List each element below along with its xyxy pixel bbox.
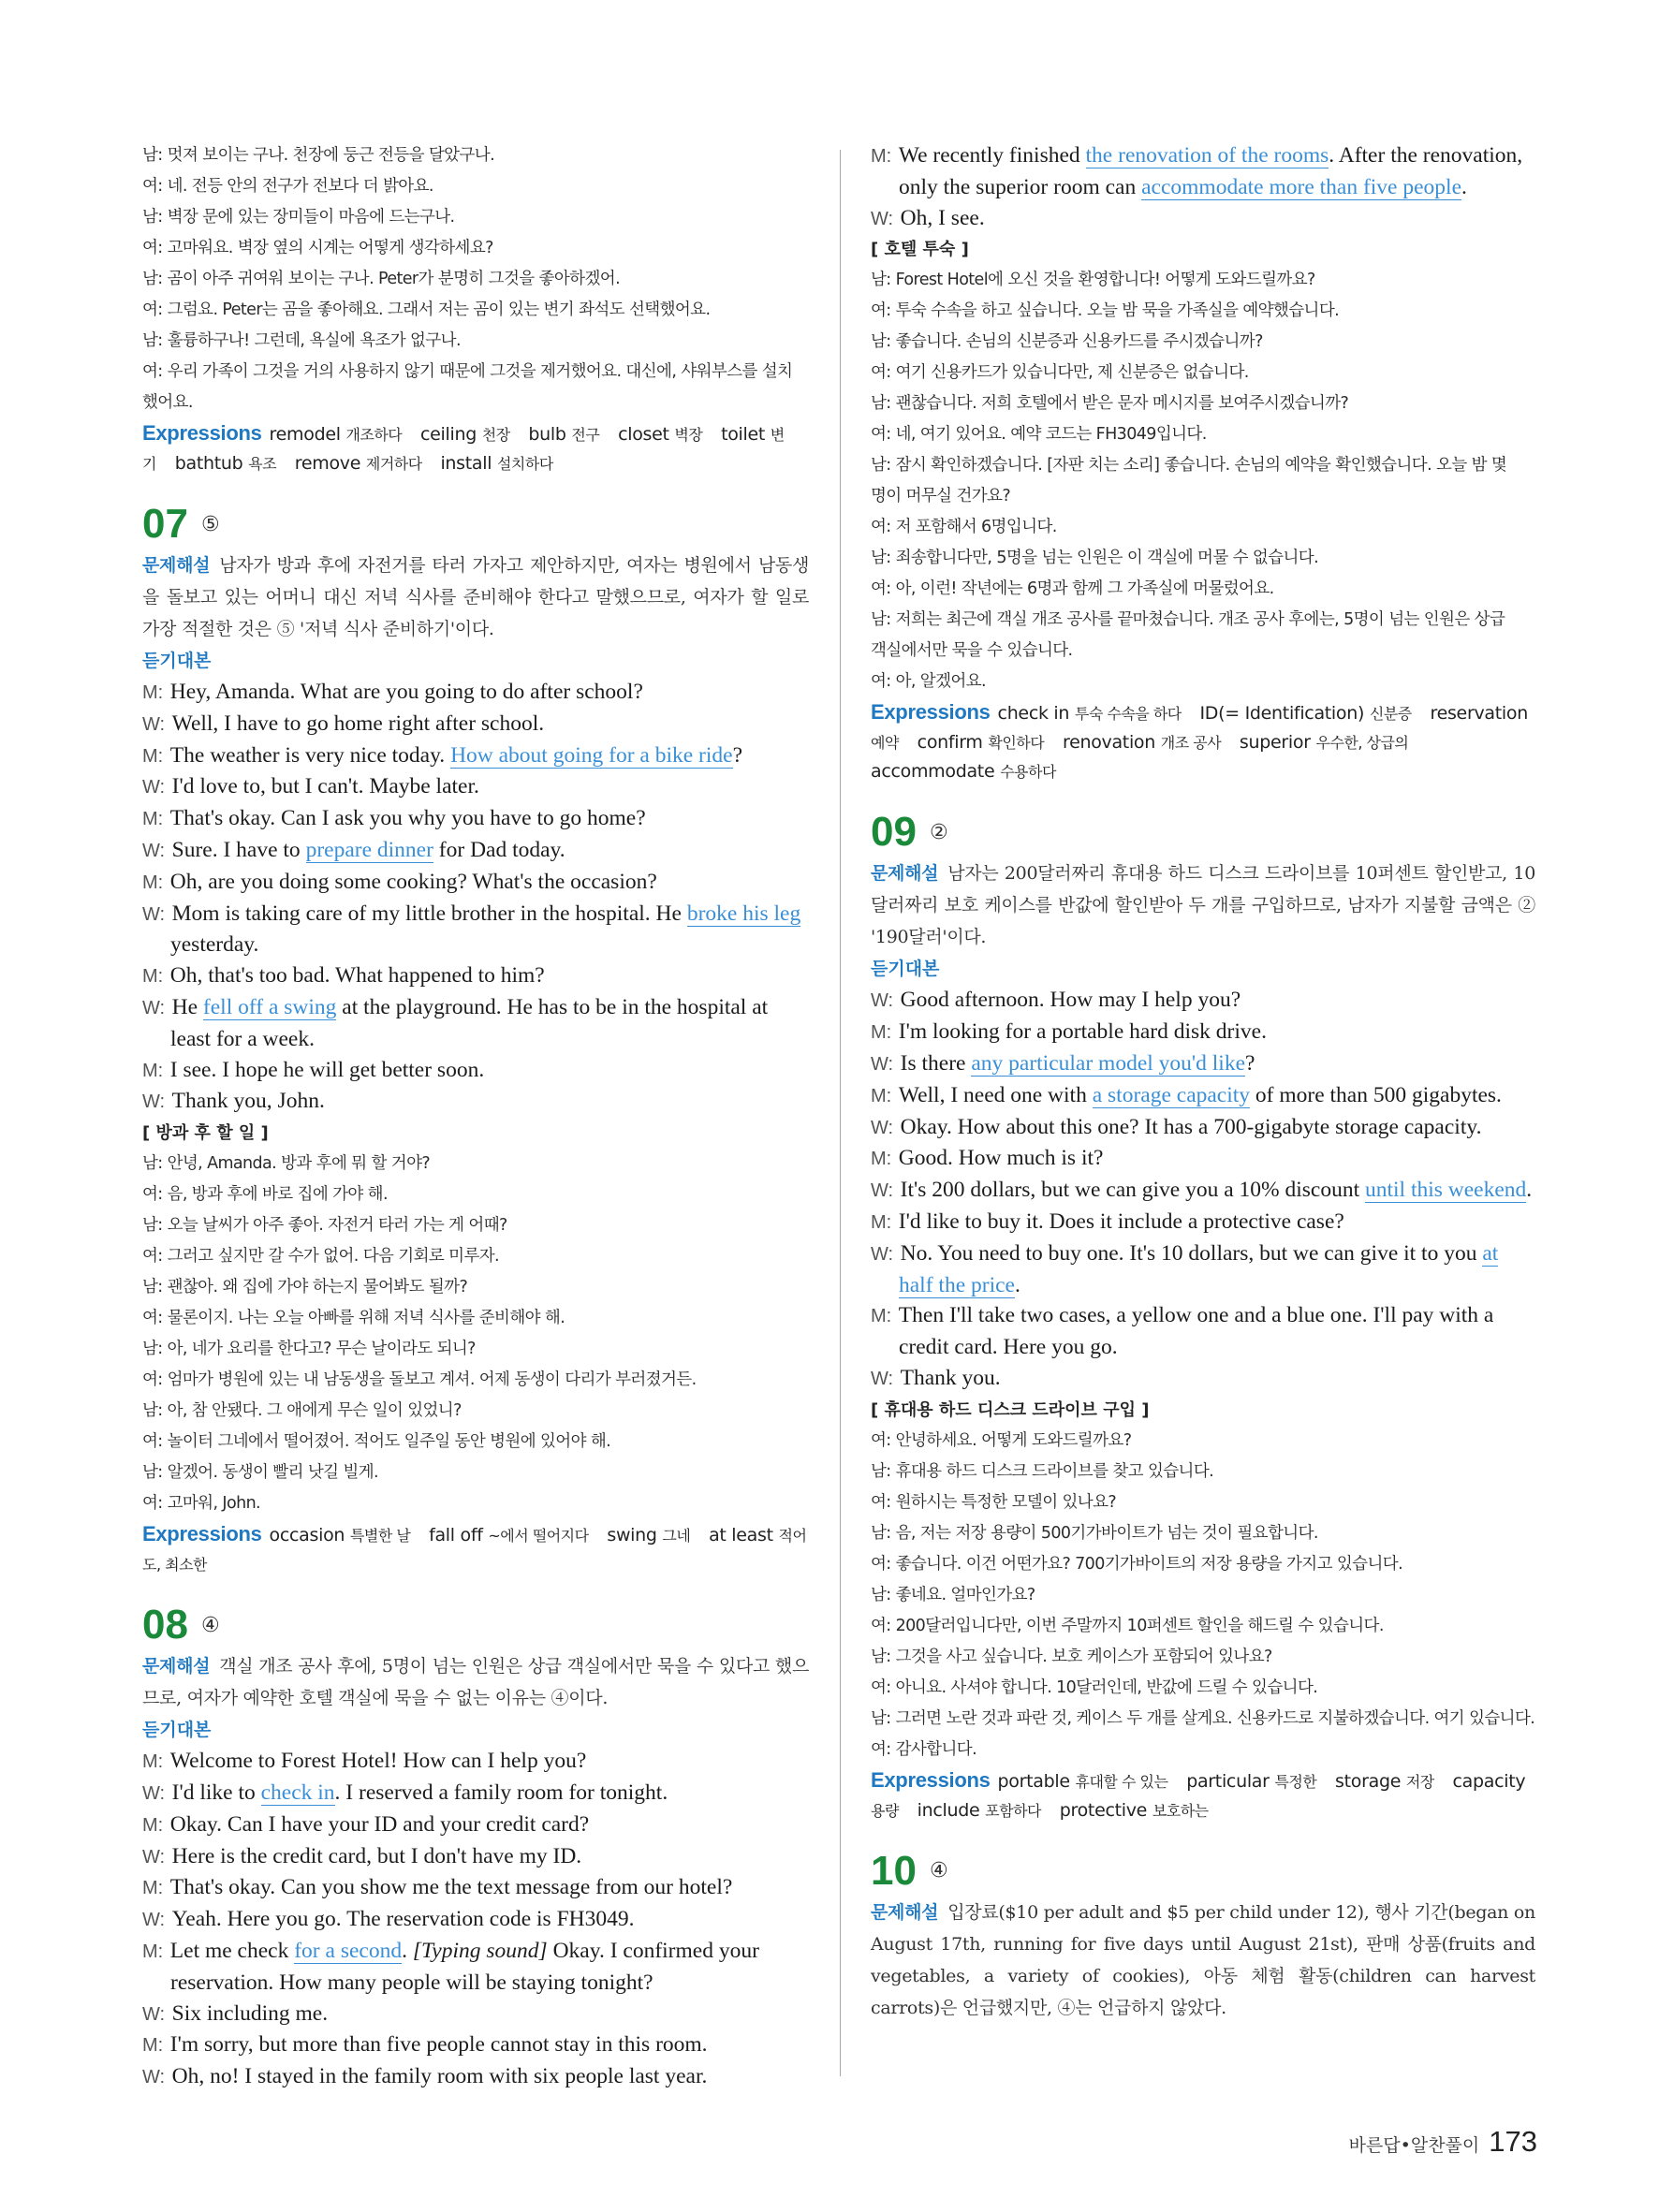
- translation-line: 남: 좋습니다. 손님의 신분증과 신용카드를 주시겠습니까?: [871, 332, 1263, 352]
- dialogue-text: Oh, I see.: [900, 205, 985, 230]
- translation-line: 남: 그러면 노란 것과 파란 것, 케이스 두 개를 살게요. 신용카드로 지불하겠습니다. 여기 있습니다.: [871, 1708, 1535, 1728]
- speaker-label: W:: [142, 713, 170, 735]
- speaker-label: M:: [871, 146, 897, 167]
- translation-line: 여: 안녕하세요. 어떻게 도와드릴까요?: [871, 1430, 1132, 1450]
- expressions-label: Expressions: [142, 1522, 262, 1546]
- dialogue-line: [142, 960, 809, 992]
- speaker-label: M:: [871, 1022, 897, 1044]
- expression-term: toilet: [721, 424, 771, 445]
- dialogue-line: [142, 771, 809, 803]
- expression-term: accommodate: [871, 761, 1001, 783]
- dialogue-line: [142, 867, 809, 899]
- translation-line: 남: 안녕, Amanda. 방과 후에 뭐 할 거야?: [142, 1154, 431, 1174]
- speaker-label: M:: [142, 1060, 169, 1081]
- dialogue-line: [142, 803, 809, 835]
- translation-line: 남: 괜찮습니다. 저희 호텔에서 받은 문자 메시지를 보여주시겠습니까?: [871, 394, 1349, 414]
- translation-line: 여: 그럼요. Peter는 곰을 좋아해요. 그래서 저는 곰이 있는 변기 좌석도 선택했어요.: [142, 300, 711, 319]
- explanation-text: 입장료($10 per adult and $5 per child under 12), 행사 기간(began on August 17th, running for five days until August 21st), 판매 상품(fruits and vegetables, a variety of cookies), 아동 체험 활동(children can harvest carrots)은 언급했지만, ④는 언급하지 않았다.: [871, 1901, 1535, 2018]
- expression-meaning: 확인하다: [988, 734, 1045, 753]
- dialogue-text: It's 200 dollars, but we can give you a 10% discount: [900, 1178, 1365, 1203]
- dialogue-line: [142, 1904, 809, 1936]
- speaker-label: M:: [142, 809, 169, 830]
- translation-line: 남: 좋네요. 얼마인가요?: [871, 1585, 1035, 1604]
- dialogue-text: Six including me.: [171, 2000, 329, 2026]
- dialogue-text: Hey, Amanda. What are you going to do after school?: [169, 680, 643, 704]
- speaker-label: M:: [142, 745, 169, 767]
- dialogue-line: [871, 1048, 1535, 1080]
- dialogue-text: at the playground. He has to be in the hospital at least for a week.: [170, 994, 769, 1051]
- expression-term: remove: [294, 453, 366, 474]
- dialogue-text: Oh, are you doing some cooking? What's the occasion?: [169, 869, 657, 894]
- speaker-label: M:: [142, 966, 169, 988]
- dialogue-line: [142, 2061, 809, 2093]
- dialogue-line: [871, 985, 1535, 1017]
- translation-line: 남: 멋져 보이는 구나. 천장에 둥근 전등을 달았구나.: [142, 146, 495, 165]
- dialogue-text: Good afternoon. How may I help you?: [900, 988, 1241, 1013]
- expression-meaning: 제거하다: [365, 455, 422, 473]
- speaker-label: M:: [142, 1814, 169, 1836]
- dialogue-line: [142, 1809, 809, 1841]
- dialogue-text: I'd like to: [171, 1780, 261, 1805]
- translation-line: 객실에서만 묵을 수 있습니다.: [871, 641, 1073, 661]
- translation-line: 여: 저 포함해서 6명입니다.: [871, 518, 1057, 537]
- dialogue-text: Okay. I confirmed your reservation. How many people will be staying tonight?: [170, 1938, 759, 1995]
- translation-line: 여: 감사합니다.: [871, 1739, 977, 1759]
- expression-meaning: 신분증: [1369, 705, 1412, 724]
- key-phrase: broke his leg: [686, 901, 801, 926]
- dialogue-text: Then I'll take two cases, a yellow one and a blue one. I'll pay with a credit card. Here you go.: [898, 1303, 1494, 1360]
- expression-term: portable: [997, 1770, 1076, 1792]
- expression-meaning: ~에서 떨어지다: [488, 1527, 589, 1545]
- dialogue-line: [142, 709, 809, 740]
- dialogue-text: He: [171, 994, 203, 1019]
- explanation-text: 남자는 200달러짜리 휴대용 하드 디스크 드라이브를 10퍼센트 할인받고, 10달러짜리 보호 케이스를 반값에 할인받아 두 개를 구입하므로, 남자가 지불할 금액은 ② '190달러'이다.: [871, 863, 1535, 948]
- translation-line: 여: 좋습니다. 이건 어떤가요? 700기가바이트의 저장 용량을 가지고 있습니다.: [871, 1554, 1403, 1574]
- dialogue-line: [871, 1175, 1535, 1207]
- stage-direction: [Typing sound]: [412, 1938, 548, 1963]
- script-label: 듣기대본: [871, 959, 940, 980]
- translation-line: 남: 벽장 문에 있는 장미들이 마음에 드는구나.: [142, 208, 455, 227]
- key-phrase: fell off a swing: [202, 994, 337, 1019]
- translation-line: 남: 곰이 아주 귀여워 보이는 구나. Peter가 분명히 그것을 좋아하겠어.: [142, 270, 621, 288]
- expressions-block: [871, 1765, 1535, 1825]
- dialogue-text: Yeah. Here you go. The reservation code is FH3049.: [171, 1907, 635, 1932]
- expression-meaning: 욕조: [248, 455, 277, 473]
- translation-line: 여: 아니요. 사셔야 합니다. 10달러인데, 반값에 드릴 수 있습니다.: [871, 1677, 1318, 1697]
- expression-meaning: 휴대할 수 있는: [1075, 1772, 1168, 1791]
- dialogue-line: [142, 2029, 809, 2061]
- dialogue-text: I'd love to, but I can't. Maybe later.: [171, 774, 479, 799]
- expression-term: reservation: [1430, 703, 1528, 725]
- dialogue-text: Well, I need one with: [898, 1082, 1093, 1107]
- speaker-label: M:: [871, 1149, 897, 1170]
- dialogue-text: We recently finished: [898, 143, 1086, 168]
- explanation: [142, 1650, 809, 1714]
- speaker-label: W:: [142, 997, 170, 1018]
- expression-term: bathtub: [174, 453, 249, 474]
- dialogue-text: That's okay. Can you show me the text message from our hotel?: [169, 1875, 733, 1900]
- script-dialogue-continued: [871, 140, 1535, 234]
- translation-line: 남: 잠시 확인하겠습니다. [자판 치는 소리] 좋습니다. 손님의 예약을 확인했습니다. 오늘 밤 몇: [871, 456, 1507, 476]
- expression-term: superior: [1239, 732, 1316, 754]
- question-number: 09: [871, 809, 917, 856]
- translation-line: 여: 네, 여기 있어요. 예약 코드는 FH3049입니다.: [871, 425, 1207, 445]
- speaker-label: W:: [871, 990, 899, 1012]
- translation-title: [ 휴대용 하드 디스크 드라이브 구입 ]: [871, 1399, 1150, 1420]
- answer-mark: ④: [929, 1859, 948, 1883]
- expressions-block: [142, 418, 809, 478]
- speaker-label: M:: [142, 1751, 169, 1773]
- translation-line: 여: 음, 방과 후에 바로 집에 가야 해.: [142, 1185, 388, 1205]
- dialogue-text: yesterday.: [170, 932, 259, 958]
- script-label: 듣기대본: [142, 651, 212, 671]
- dialogue-text: I'm sorry, but more than five people cannot stay in this room.: [169, 2032, 708, 2058]
- expression-meaning: 그네: [662, 1527, 691, 1545]
- dialogue-line: [142, 992, 809, 1055]
- expressions-label: Expressions: [871, 700, 991, 725]
- script-dialogue: [142, 1746, 809, 2093]
- dialogue-line: [871, 1143, 1535, 1175]
- explanation-text: 남자가 방과 후에 자전거를 타러 가자고 제안하지만, 여자는 병원에서 남동생을 돌보고 있는 어머니 대신 저녁 식사를 준비해야 한다고 말했으므로, 여자가 할 일로 가장 적절한 것은 ⑤ '저녁 식사 준비하기'이다.: [142, 555, 809, 639]
- translation-line: 여: 아, 알겠어요.: [871, 672, 986, 692]
- expressions-label: Expressions: [871, 1767, 991, 1792]
- expression-term: ID(= Identification): [1199, 703, 1370, 725]
- key-phrase: the renovation of the rooms: [1085, 143, 1329, 168]
- question-header-07: [142, 499, 809, 549]
- speaker-label: M:: [871, 1211, 897, 1233]
- translation-block-07-prev: [142, 140, 809, 418]
- expression-meaning: 특정한: [1274, 1772, 1317, 1791]
- dialogue-text: I'd like to buy it. Does it include a protective case?: [898, 1209, 1344, 1234]
- speaker-label: W:: [142, 2003, 170, 2025]
- dialogue-text: .: [1461, 174, 1467, 199]
- key-phrase: for a second: [294, 1938, 403, 1963]
- question-header-09: [871, 807, 1535, 857]
- translation-line: 여: 물론이지. 나는 오늘 아빠를 위해 저녁 식사를 준비해야 해.: [142, 1309, 565, 1328]
- expression-meaning: 예약: [871, 734, 899, 753]
- translation-title: [ 호텔 투숙 ]: [871, 240, 969, 260]
- expressions-block: [871, 697, 1535, 786]
- translation-line: 여: 놀이터 그네에서 떨어졌어. 적어도 일주일 동안 병원에 있어야 해.: [142, 1432, 611, 1452]
- expression-term: bulb: [528, 424, 572, 445]
- speaker-label: W:: [871, 1368, 899, 1389]
- dialogue-text: Is there: [900, 1050, 972, 1076]
- expression-meaning: 투숙 수속을 하다: [1074, 705, 1182, 724]
- question-header-10: [871, 1846, 1535, 1897]
- translation-line: 여: 아, 이런! 작년에는 6명과 함께 그 가족실에 머물렀어요.: [871, 579, 1274, 599]
- explanation-text: 객실 개조 공사 후에, 5명이 넘는 인원은 상급 객실에서만 묵을 수 있다고 했으므로, 여자가 예약한 호텔 객실에 묵을 수 없는 이유는 ④이다.: [142, 1656, 809, 1709]
- expression-term: confirm: [917, 732, 989, 754]
- dialogue-line: [871, 1207, 1535, 1238]
- dialogue-text: Sure. I have to: [171, 837, 306, 862]
- dialogue-text: That's okay. Can I ask you why you have to go home?: [169, 806, 646, 831]
- translation-line: 남: 저희는 최근에 객실 개조 공사를 끝마쳤습니다. 개조 공사 후에는, 5명이 넘는 인원은 상급: [871, 610, 1505, 630]
- translation-line: 여: 네. 전등 안의 전구가 전보다 더 밝아요.: [142, 177, 433, 196]
- dialogue-line: [142, 899, 809, 961]
- dialogue-text: . After the renovation, only the superior room can: [899, 143, 1523, 199]
- speaker-label: M:: [871, 1085, 897, 1106]
- speaker-label: W:: [871, 1180, 899, 1202]
- dialogue-line: [871, 203, 1535, 235]
- explanation-label: 문제해설: [871, 1901, 939, 1923]
- dialogue-line: [142, 1936, 809, 1999]
- expression-term: at least: [709, 1525, 779, 1546]
- expression-term: ceiling: [420, 424, 482, 445]
- question-header-08: [142, 1600, 809, 1650]
- expression-meaning: 특별한 날: [349, 1527, 411, 1545]
- dialogue-line: [142, 1778, 809, 1809]
- dialogue-text: .: [1526, 1178, 1533, 1203]
- translation-line: 남: 알겠어. 동생이 빨리 낫길 빌게.: [142, 1463, 378, 1483]
- dialogue-text: for Dad today.: [433, 837, 565, 862]
- dialogue-text: I see. I hope he will get better soon.: [169, 1057, 485, 1082]
- expression-meaning: 개조 공사: [1160, 734, 1222, 753]
- translation-line: 남: 죄송합니다만, 5명을 넘는 인원은 이 객실에 머물 수 없습니다.: [871, 549, 1319, 568]
- dialogue-line: [142, 1872, 809, 1904]
- speaker-label: W:: [142, 1910, 170, 1931]
- expression-term: swing: [607, 1525, 663, 1546]
- expression-term: include: [917, 1799, 986, 1821]
- speaker-label: W:: [871, 1243, 899, 1265]
- translation-block: [871, 265, 1535, 697]
- speaker-label: W:: [142, 1091, 170, 1113]
- translation-line: 여: 원하시는 특정한 모델이 있나요?: [871, 1492, 1117, 1512]
- key-phrase: accommodate more than five people: [1141, 174, 1462, 199]
- dialogue-line: [871, 1363, 1535, 1395]
- script-dialogue: [871, 985, 1535, 1394]
- translation-line: 명이 머무실 건가요?: [871, 487, 1011, 506]
- speaker-label: M:: [142, 1878, 169, 1899]
- speaker-label: M:: [142, 2035, 169, 2057]
- dialogue-text: The weather is very nice today.: [169, 742, 451, 768]
- speaker-label: M:: [142, 1941, 169, 1962]
- page-number: 173: [1489, 2125, 1537, 2158]
- dialogue-text: Oh, that's too bad. What happened to him?: [169, 963, 545, 989]
- dialogue-text: Well, I have to go home right after school.: [171, 710, 545, 736]
- translation-line: 남: 훌륭하구나! 그런데, 욕실에 욕조가 없구나.: [142, 331, 461, 350]
- translation-line: 여: 엄마가 병원에 있는 내 남동생을 돌보고 계셔. 어제 동생이 다리가 부러졌거든.: [142, 1370, 697, 1390]
- explanation-label: 문제해설: [871, 863, 939, 885]
- expression-term: fall off: [429, 1525, 489, 1546]
- key-phrase: a storage capacity: [1092, 1082, 1251, 1107]
- explanation: [871, 1897, 1535, 2024]
- dialogue-text: Oh, no! I stayed in the family room with six people last year.: [171, 2064, 708, 2089]
- key-phrase: prepare dinner: [305, 837, 433, 862]
- expressions-label: Expressions: [142, 421, 262, 445]
- speaker-label: W:: [142, 1782, 170, 1804]
- translation-line: 남: 괜찮아. 왜 집에 가야 하는지 물어봐도 될까?: [142, 1278, 468, 1297]
- translation-line: 남: 음, 저는 저장 용량이 500기가바이트가 넘는 것이 필요합니다.: [871, 1523, 1318, 1543]
- speaker-label: W:: [142, 777, 170, 798]
- translation-line: 여: 200달러입니다만, 이번 주말까지 10퍼센트 할인을 해드릴 수 있습니다.: [871, 1616, 1384, 1635]
- translation-block: [871, 1426, 1535, 1765]
- question-number: 08: [142, 1602, 188, 1648]
- expression-term: particular: [1186, 1770, 1275, 1792]
- expression-meaning: 변기: [142, 426, 785, 473]
- expression-term: closet: [618, 424, 675, 445]
- translation-line: 여: 여기 신용카드가 있습니다만, 제 신분증은 없습니다.: [871, 363, 1249, 383]
- script-label: 듣기대본: [142, 1720, 212, 1741]
- dialogue-text: Thank you, John.: [171, 1089, 325, 1114]
- question-number: 10: [871, 1847, 917, 1894]
- expression-term: protective: [1059, 1799, 1152, 1821]
- dialogue-line: [871, 140, 1535, 203]
- dialogue-line: [142, 1055, 809, 1087]
- dialogue-text: Okay. Can I have your ID and your credit card?: [169, 1811, 590, 1837]
- answer-mark: ④: [200, 1613, 220, 1637]
- dialogue-text: I'm looking for a portable hard disk drive.: [898, 1019, 1267, 1045]
- speaker-label: W:: [871, 1053, 899, 1075]
- expression-meaning: 용량: [871, 1801, 899, 1820]
- expression-meaning: 수용하다: [1000, 763, 1056, 782]
- speaker-label: M:: [142, 872, 169, 893]
- key-phrase: How about going for a bike ride: [450, 742, 733, 768]
- expression-term: occasion: [269, 1525, 350, 1546]
- dialogue-text: ?: [1245, 1050, 1255, 1076]
- key-phrase: check in: [260, 1780, 335, 1805]
- explanation: [871, 857, 1535, 953]
- dialogue-line: [871, 1080, 1535, 1112]
- expression-term: renovation: [1062, 732, 1161, 754]
- dialogue-text: ?: [732, 742, 743, 768]
- translation-line: 여: 고마워, John.: [142, 1494, 261, 1514]
- expression-term: capacity: [1452, 1770, 1526, 1792]
- expression-meaning: 보호하는: [1152, 1801, 1209, 1820]
- dialogue-line: [142, 1999, 809, 2030]
- dialogue-text: Let me check: [169, 1938, 295, 1963]
- dialogue-text: . I reserved a family room for tonight.: [334, 1780, 668, 1805]
- key-phrase: any particular model you'd like: [971, 1050, 1245, 1076]
- dialogue-text: .: [1014, 1272, 1020, 1297]
- speaker-label: M:: [871, 1306, 897, 1327]
- column-divider: [840, 150, 841, 2076]
- dialogue-line: [142, 740, 809, 772]
- key-phrase: until this weekend: [1364, 1178, 1527, 1203]
- speaker-label: M:: [142, 682, 169, 703]
- answer-mark: ⑤: [200, 512, 220, 536]
- left-column: [142, 140, 809, 2093]
- key-phrase: at half the price: [899, 1240, 1499, 1297]
- expression-meaning: 벽장: [674, 426, 703, 444]
- expression-meaning: 적어도, 최소한: [142, 1527, 807, 1575]
- expression-term: check in: [997, 703, 1075, 725]
- dialogue-line: [142, 677, 809, 709]
- expression-term: storage: [1335, 1770, 1406, 1792]
- expression-term: install: [440, 453, 497, 474]
- dialogue-text: Mom is taking care of my little brother in the hospital. He: [171, 901, 687, 926]
- footer-label: 바른답•알찬풀이: [1348, 2135, 1480, 2156]
- dialogue-line: [142, 835, 809, 867]
- expression-meaning: 설치하다: [496, 455, 553, 473]
- dialogue-text: .: [402, 1938, 413, 1963]
- dialogue-text: of more than 500 gigabytes.: [1250, 1082, 1502, 1107]
- expressions-block: [142, 1519, 809, 1579]
- page-footer: [1349, 2125, 1537, 2159]
- expression-meaning: 저장: [1405, 1772, 1434, 1791]
- translation-line: 했어요.: [142, 393, 193, 412]
- translation-line: 여: 고마워요. 벽장 옆의 시계는 어떻게 생각하세요?: [142, 239, 493, 257]
- translation-line: 여: 우리 가족이 그것을 거의 사용하지 않기 때문에 그것을 제거했어요. 대신에, 샤워부스를 설치: [142, 362, 793, 381]
- translation-line: 남: 오늘 날씨가 아주 좋아. 자전거 타러 가는 게 어때?: [142, 1216, 507, 1236]
- translation-block: [142, 1149, 809, 1519]
- speaker-label: W:: [142, 840, 170, 861]
- expression-meaning: 포함하다: [985, 1801, 1041, 1820]
- speaker-label: W:: [142, 903, 170, 925]
- script-dialogue: [142, 677, 809, 1118]
- expression-term: remodel: [269, 424, 346, 445]
- dialogue-line: [871, 1112, 1535, 1144]
- speaker-label: W:: [871, 208, 899, 229]
- dialogue-text: Okay. How about this one? It has a 700-gigabyte storage capacity.: [900, 1114, 1482, 1139]
- expression-meaning: 우수한, 상급의: [1315, 734, 1409, 753]
- dialogue-line: [142, 1086, 809, 1118]
- expression-meaning: 천장: [481, 426, 510, 444]
- dialogue-text: Thank you.: [900, 1365, 1001, 1390]
- translation-line: 남: 휴대용 하드 디스크 드라이브를 찾고 있습니다.: [871, 1461, 1214, 1481]
- translation-line: 남: 아, 참 안됐다. 그 애에게 무슨 일이 있었니?: [142, 1401, 462, 1421]
- translation-line: 남: 그것을 사고 싶습니다. 보호 케이스가 포함되어 있나요?: [871, 1647, 1272, 1666]
- dialogue-line: [871, 1300, 1535, 1363]
- question-number: 07: [142, 501, 188, 547]
- translation-line: 여: 그러고 싶지만 갈 수가 없어. 다음 기회로 미루자.: [142, 1247, 500, 1267]
- speaker-label: W:: [142, 1846, 170, 1868]
- dialogue-text: Good. How much is it?: [898, 1146, 1104, 1171]
- dialogue-text: No. You need to buy one. It's 10 dollars, but we can give it to you: [900, 1240, 1483, 1266]
- expression-meaning: 전구: [571, 426, 600, 444]
- translation-title: [ 방과 후 할 일 ]: [142, 1123, 269, 1144]
- translation-line: 여: 투숙 수속을 하고 싶습니다. 오늘 밤 묵을 가족실을 예약했습니다.: [871, 301, 1340, 321]
- translation-line: 남: 아, 네가 요리를 한다고? 무슨 날이라도 되니?: [142, 1340, 476, 1359]
- answer-mark: ②: [929, 820, 948, 844]
- explanation: [142, 549, 809, 645]
- explanation-label: 문제해설: [142, 555, 211, 576]
- speaker-label: W:: [871, 1117, 899, 1138]
- speaker-label: W:: [142, 2067, 170, 2088]
- expression-meaning: 개조하다: [345, 426, 403, 444]
- dialogue-line: [142, 1746, 809, 1778]
- dialogue-line: [871, 1017, 1535, 1048]
- dialogue-line: [871, 1238, 1535, 1301]
- explanation-label: 문제해설: [142, 1656, 211, 1677]
- right-column: [871, 140, 1535, 2024]
- dialogue-line: [142, 1841, 809, 1873]
- translation-line: 남: Forest Hotel에 오신 것을 환영합니다! 어떻게 도와드릴까요?: [871, 271, 1315, 290]
- dialogue-text: Welcome to Forest Hotel! How can I help you?: [169, 1749, 587, 1774]
- dialogue-text: Here is the credit card, but I don't have my ID.: [171, 1843, 582, 1868]
